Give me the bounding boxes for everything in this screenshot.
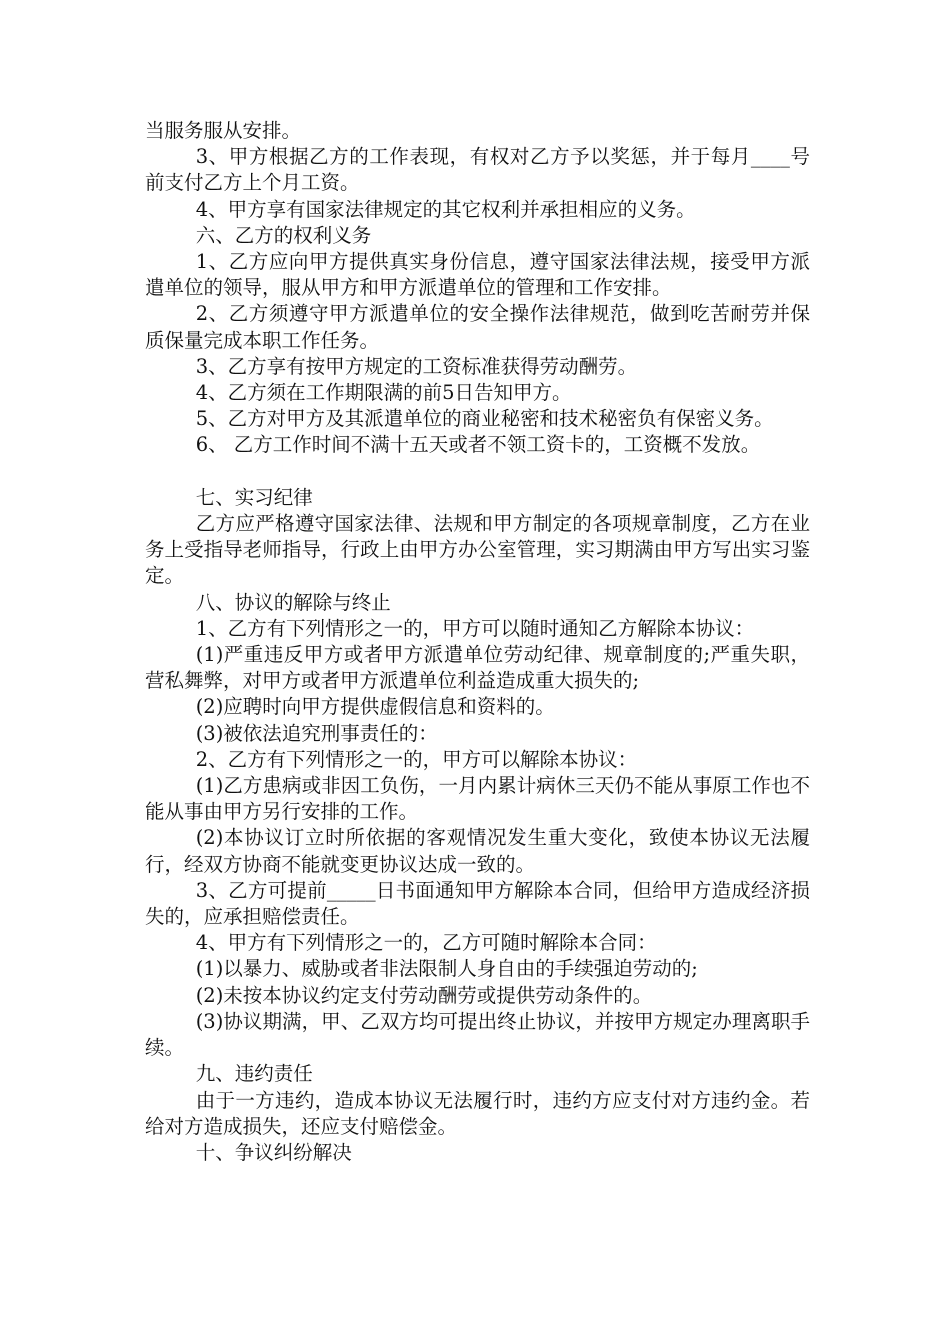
paragraph-6-1: 1、乙方应向甲方提供真实身份信息，遵守国家法律法规，接受甲方派遣单位的领导，服从甲方和甲方派遣单位的管理和工作安排。 xyxy=(145,250,810,300)
paragraph-8-1: 1、乙方有下列情形之一的，甲方可以随时通知乙方解除本协议： xyxy=(195,616,755,640)
paragraph-8-4-1: (1)以暴力、威胁或者非法限制人身自由的手续强迫劳动的; xyxy=(195,957,698,981)
section-heading-7: 七、实习纪律 xyxy=(195,485,313,509)
paragraph-continuation: 当服务服从安排。 xyxy=(145,119,302,142)
section-heading-6: 六、乙方的权利义务 xyxy=(195,223,372,247)
section-heading-10: 十、争议纠纷解决 xyxy=(195,1140,352,1164)
document-page xyxy=(145,118,810,1166)
paragraph-6-5: 5、乙方对甲方及其派遣单位的商业秘密和技术秘密负有保密义务。 xyxy=(195,407,774,431)
paragraph-6-6: 6、 乙方工作时间不满十五天或者不领工资卡的，工资概不发放。 xyxy=(195,433,761,457)
paragraph-6-2: 2、乙方须遵守甲方派遣单位的安全操作法律规范，做到吃苦耐劳并保质保量完成本职工作任务。 xyxy=(145,302,810,352)
paragraph-8-1-2: (2)应聘时向甲方提供虚假信息和资料的。 xyxy=(195,695,555,719)
paragraph-8-4-3: (3)协议期满，甲、乙双方均可提出终止协议，并按甲方规定办理离职手续。 xyxy=(145,1009,810,1060)
section-heading-9: 九、违约责任 xyxy=(195,1062,313,1086)
paragraph-7-body: 乙方应严格遵守国家法律、法规和甲方制定的各项规章制度，乙方在业务上受指导老师指导，行政上由甲方办公室管理，实习期满由甲方写出实习鉴定。 xyxy=(145,512,810,588)
paragraph-8-1-1: (1)严重违反甲方或者甲方派遣单位劳动纪律、规章制度的;严重失职，营私舞弊，对甲方或者甲方派遣单位利益造成重大损失的; xyxy=(145,643,810,693)
paragraph-8-2: 2、乙方有下列情形之一的，甲方可以解除本协议： xyxy=(195,747,638,771)
paragraph-8-4-2: (2)未按本协议约定支付劳动酬劳或提供劳动条件的。 xyxy=(195,983,653,1007)
paragraph-8-2-1: (1)乙方患病或非因工负伤，一月内累计病休三天仍不能从事原工作也不能从事由甲方另行安排的工作。 xyxy=(145,774,810,824)
paragraph-6-4: 4、乙方须在工作期限满的前5日告知甲方。 xyxy=(195,381,572,405)
paragraph-9-body: 由于一方违约，造成本协议无法履行时，违约方应支付对方违约金。若给对方造成损失，还应支付赔偿金。 xyxy=(145,1088,810,1138)
paragraph-8-1-3: (3)被依法追究刑事责任的： xyxy=(195,721,438,745)
paragraph-5-3: 3、甲方根据乙方的工作表现，有权对乙方予以奖惩，并于每月____号前支付乙方上个月工资。 xyxy=(145,145,810,195)
paragraph-8-2-2: (2)本协议订立时所依据的客观情况发生重大变化，致使本协议无法履行，经双方协商不能就变更协议达成一致的。 xyxy=(145,826,810,876)
paragraph-8-3: 3、乙方可提前_____日书面通知甲方解除本合同，但给甲方造成经济损失的，应承担赔偿责任。 xyxy=(145,878,810,929)
paragraph-8-4: 4、甲方有下列情形之一的，乙方可随时解除本合同： xyxy=(195,931,657,955)
paragraph-6-3: 3、乙方享有按甲方规定的工资标准获得劳动酬劳。 xyxy=(195,354,638,378)
paragraph-5-4: 4、甲方享有国家法律规定的其它权利并承担相应的义务。 xyxy=(195,197,696,221)
section-heading-8: 八、协议的解除与终止 xyxy=(195,590,391,614)
blank-line xyxy=(145,459,810,485)
